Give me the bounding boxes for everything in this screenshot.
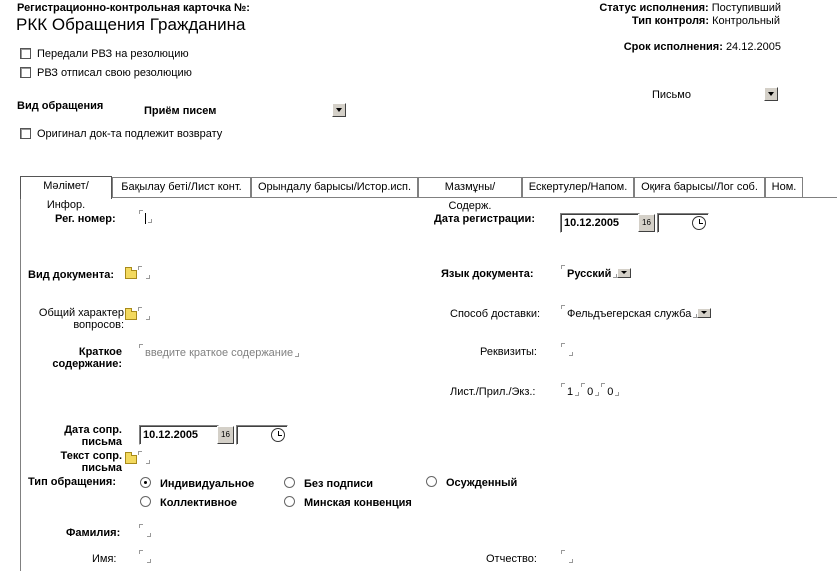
original-return-checkbox[interactable] bbox=[20, 128, 31, 139]
cover-letter-text-field[interactable] bbox=[125, 451, 150, 466]
page-title: РКК Обращения Гражданина bbox=[16, 15, 246, 34]
tab-panel-left-border bbox=[20, 197, 21, 571]
reg-date-label: Дата регистрации: bbox=[434, 213, 535, 225]
summary-label: Краткое содержание: bbox=[52, 346, 122, 370]
rvz-resolution-checkbox[interactable] bbox=[20, 67, 31, 78]
appeal-type2-value: Письмо bbox=[652, 89, 691, 101]
doc-language-label: Язык документа: bbox=[441, 268, 534, 280]
appeal-kind-radio-unsigned[interactable]: Без подписи bbox=[284, 477, 373, 490]
radio-selected-icon[interactable] bbox=[140, 477, 151, 488]
summary-placeholder: введите краткое содержание bbox=[145, 347, 294, 359]
tab-info[interactable]: Мәлімет/Инфор. bbox=[20, 176, 112, 199]
patronymic-label: Отчество: bbox=[486, 553, 537, 565]
reg-time-input[interactable] bbox=[657, 213, 709, 233]
surname-field[interactable] bbox=[139, 524, 151, 539]
attachments-field[interactable]: 0 bbox=[579, 386, 599, 398]
original-return-checkbox-row[interactable] bbox=[20, 128, 222, 140]
cover-letter-date-label: Дата сопр. письма bbox=[64, 424, 122, 448]
cover-letter-calendar-button[interactable]: 16 bbox=[217, 426, 234, 444]
tab-execution-history[interactable]: Орындалу барысы/Истор.исп. bbox=[251, 177, 418, 198]
folder-icon[interactable] bbox=[125, 311, 137, 320]
doc-language-field[interactable] bbox=[561, 265, 631, 280]
appeal-kind-label: Тип обращения: bbox=[28, 476, 116, 488]
folder-icon[interactable] bbox=[125, 455, 137, 464]
due-date-label: Срок исполнения: bbox=[623, 41, 723, 53]
appeal-type-value: Приём писем bbox=[144, 105, 217, 117]
tab-reminders[interactable]: Ескертулер/Напом. bbox=[522, 177, 634, 198]
rvz-resolution-label: РВЗ отписал свою резолюцию bbox=[37, 67, 192, 79]
appeal-kind-radio-individual[interactable]: Индивидуальное bbox=[140, 477, 254, 490]
delivery-method-value: Фельдъегерская служба bbox=[567, 308, 692, 320]
sheets-label: Лист./Прил./Экз.: bbox=[450, 386, 536, 398]
cover-letter-date-input[interactable]: 10.12.2005 bbox=[139, 425, 219, 445]
appeal-type-dropdown-button[interactable] bbox=[332, 103, 346, 117]
radio-icon[interactable] bbox=[284, 496, 295, 507]
delivery-method-field[interactable] bbox=[561, 305, 711, 320]
tab-panel-top-border bbox=[20, 197, 837, 198]
status-value: Поступивший bbox=[711, 2, 781, 14]
radio-icon[interactable] bbox=[284, 477, 295, 488]
appeal-kind-radio-collective[interactable]: Коллективное bbox=[140, 496, 237, 509]
reg-number-field[interactable] bbox=[139, 210, 152, 225]
summary-field[interactable] bbox=[139, 344, 299, 359]
cover-letter-text-label: Текст сопр. письма bbox=[60, 450, 122, 474]
folder-icon[interactable] bbox=[125, 270, 137, 279]
reg-date-calendar-button[interactable]: 16 bbox=[638, 214, 655, 232]
requisites-field[interactable] bbox=[561, 343, 573, 358]
card-number-label: Регистрационно-контрольная карточка №: bbox=[17, 2, 250, 14]
delivery-method-label: Способ доставки: bbox=[450, 308, 541, 320]
tab-nomenclature[interactable]: Ном. bbox=[765, 177, 803, 198]
tab-content[interactable]: Мазмұны/Содерж. bbox=[418, 177, 522, 198]
sheets-fields bbox=[561, 383, 619, 398]
appeal-type-label: Вид обращения bbox=[17, 100, 104, 112]
general-character-label: Общий характер вопросов: bbox=[38, 307, 124, 331]
name-label: Имя: bbox=[92, 553, 117, 565]
name-field[interactable] bbox=[139, 550, 151, 565]
doc-language-dropdown-icon[interactable] bbox=[617, 268, 631, 278]
due-date-value: 24.12.2005 bbox=[725, 41, 781, 53]
patronymic-field[interactable] bbox=[561, 550, 573, 565]
control-type-label: Тип контроля: bbox=[631, 15, 710, 27]
control-row bbox=[632, 15, 780, 27]
status-label: Статус исполнения: bbox=[599, 2, 709, 14]
rvz-resolution-checkbox-row[interactable] bbox=[20, 67, 192, 79]
copies-field[interactable]: 0 bbox=[599, 386, 619, 398]
cover-letter-time-input[interactable] bbox=[236, 425, 288, 445]
general-character-field[interactable] bbox=[125, 307, 150, 322]
control-type-value: Контрольный bbox=[712, 15, 780, 27]
delivery-method-dropdown-icon[interactable] bbox=[697, 308, 711, 318]
original-return-label: Оригинал док-та подлежит возврату bbox=[37, 128, 223, 140]
reg-date-input[interactable]: 10.12.2005 bbox=[560, 213, 640, 233]
appeal-kind-radio-convicted[interactable]: Осужденный bbox=[426, 476, 517, 489]
appeal-type2-dropdown-button[interactable] bbox=[764, 87, 778, 101]
doc-language-value: Русский bbox=[567, 268, 612, 280]
doc-type-field[interactable] bbox=[125, 266, 150, 281]
passed-rvz-checkbox-row[interactable] bbox=[20, 48, 189, 60]
reg-number-label: Рег. номер: bbox=[55, 213, 116, 225]
appeal-kind-radio-minsk[interactable]: Минская конвенция bbox=[284, 496, 412, 509]
passed-rvz-checkbox[interactable] bbox=[20, 48, 31, 59]
due-row bbox=[624, 41, 781, 53]
sheets-field[interactable]: 1 bbox=[561, 386, 579, 398]
requisites-label: Реквизиты: bbox=[480, 346, 537, 358]
doc-type-label: Вид документа: bbox=[28, 269, 114, 281]
clock-icon[interactable] bbox=[271, 428, 285, 442]
passed-rvz-label: Передали РВЗ на резолюцию bbox=[37, 48, 189, 60]
radio-icon[interactable] bbox=[140, 496, 151, 507]
tab-control-sheet[interactable]: Бақылау беті/Лист конт. bbox=[112, 177, 251, 198]
status-row bbox=[599, 2, 781, 14]
radio-icon[interactable] bbox=[426, 476, 437, 487]
surname-label: Фамилия: bbox=[66, 527, 121, 539]
tab-event-log[interactable]: Оқиға барысы/Лог соб. bbox=[634, 177, 765, 198]
clock-icon[interactable] bbox=[692, 216, 706, 230]
